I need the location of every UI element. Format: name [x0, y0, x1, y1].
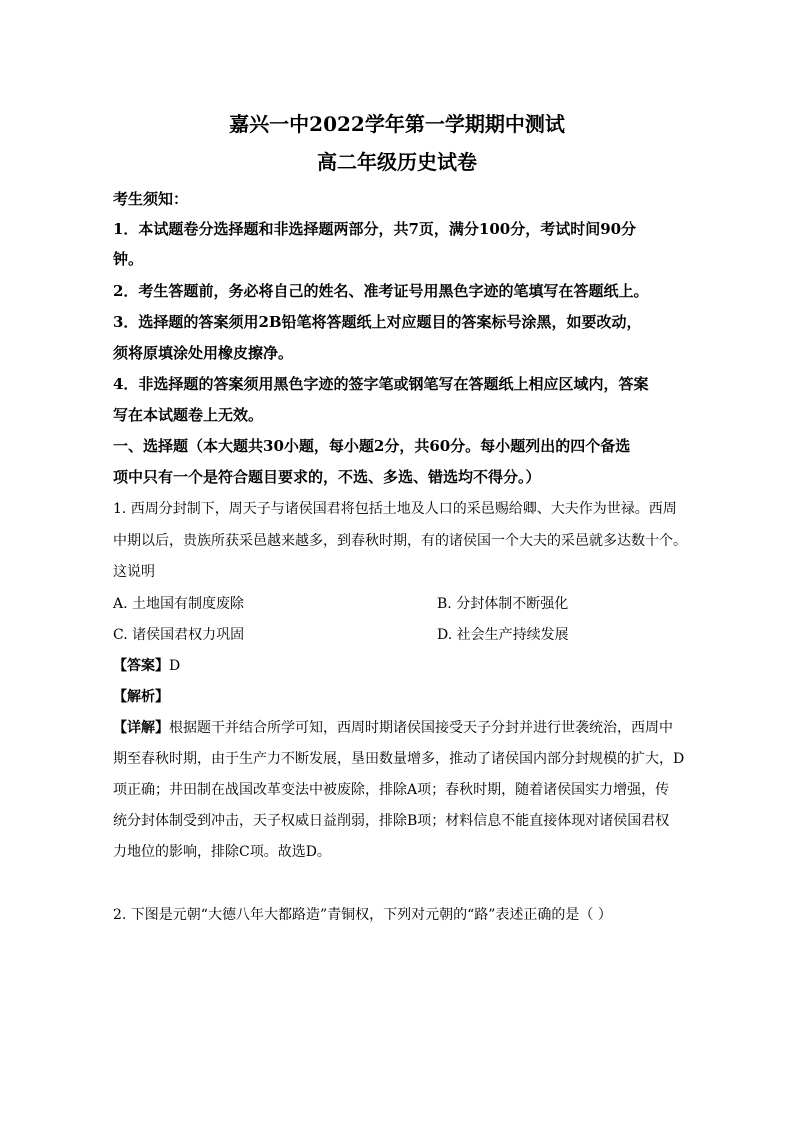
option-a: A. 土地国有制度废除	[113, 596, 245, 612]
section-heading-cont: 项中只有一个是符合题目要求的，不选、多选、错选均不得分。）	[113, 468, 541, 486]
detail-line-2: 期至春秋时期，由于生产力不断发展，垦田数量增多，推动了诸侯国内部分封规模的扩大，D	[113, 751, 685, 767]
detail-line-5: 力地位的影响，排除C项。故选D。	[113, 844, 331, 860]
notice-item-2: 2．考生答题前，务必将自己的姓名、准考证号用黑色字迹的笔填写在答题纸上。	[113, 282, 649, 300]
notice-item-4-cont: 写在本试题卷上无效。	[113, 406, 264, 424]
question-1-stem-cont: 中期以后，贵族所获采邑越来越多，到春秋时期，有的诸侯国一个大夫的采邑就多达数十个。	[113, 533, 687, 549]
question-1-stem: 1. 西周分封制下，周天子与诸侯国君将包括土地及人口的采邑赐给卿、大夫作为世禄。西周	[113, 501, 677, 517]
notice-heading: 考生须知：	[113, 190, 189, 208]
answer-value: D	[169, 658, 181, 674]
detail-text-1: 根据题干并结合所学可知，西周时期诸侯国接受天子分封并进行世袭统治，西周中	[169, 720, 673, 736]
option-c: C. 诸侯国君权力巩固	[113, 627, 245, 643]
notice-item-1-cont: 钟。	[113, 250, 144, 268]
notice-item-3: 3．选择题的答案须用2B铅笔将答题纸上对应题目的答案标号涂黑，如要改动，	[113, 313, 642, 331]
notice-item-3-cont: 须将原填涂处用橡皮擦净。	[113, 344, 294, 362]
option-b: B. 分封体制不断强化	[437, 596, 569, 612]
detail-line-3: 项正确；井田制在战国改革变法中被废除，排除A项；春秋时期，随着诸侯国实力增强，传	[113, 782, 670, 798]
notice-item-1: 1．本试题卷分选择题和非选择题两部分，共7页，满分100分，考试时间90分	[113, 220, 637, 238]
answer-row	[113, 655, 180, 675]
question-2-stem: 2. 下图是元朝“大德八年大都路造”青铜权，下列对元朝的“路”表述正确的是（ ）	[113, 907, 612, 923]
detail-line-4: 统分封体制受到冲击，天子权威日益削弱，排除B项；材料信息不能直接体现对诸侯国君权	[113, 813, 670, 829]
analysis-label: 【解析】	[113, 689, 169, 705]
section-heading: 一、选择题（本大题共30小题，每小题2分，共60分。每小题列出的四个备选	[113, 437, 631, 455]
exam-title: 嘉兴一中2022学年第一学期期中测试	[229, 112, 565, 136]
detail-line-1	[113, 717, 713, 737]
option-d: D. 社会生产持续发展	[437, 627, 569, 643]
question-1-stem-end: 这说明	[113, 564, 155, 580]
exam-subtitle: 高二年级历史试卷	[317, 150, 477, 174]
notice-item-4: 4．非选择题的答案须用黑色字迹的签字笔或钢笔写在答题纸上相应区域内，答案	[113, 375, 649, 393]
detail-label: 【详解】	[113, 720, 169, 736]
answer-label: 【答案】	[113, 658, 169, 674]
